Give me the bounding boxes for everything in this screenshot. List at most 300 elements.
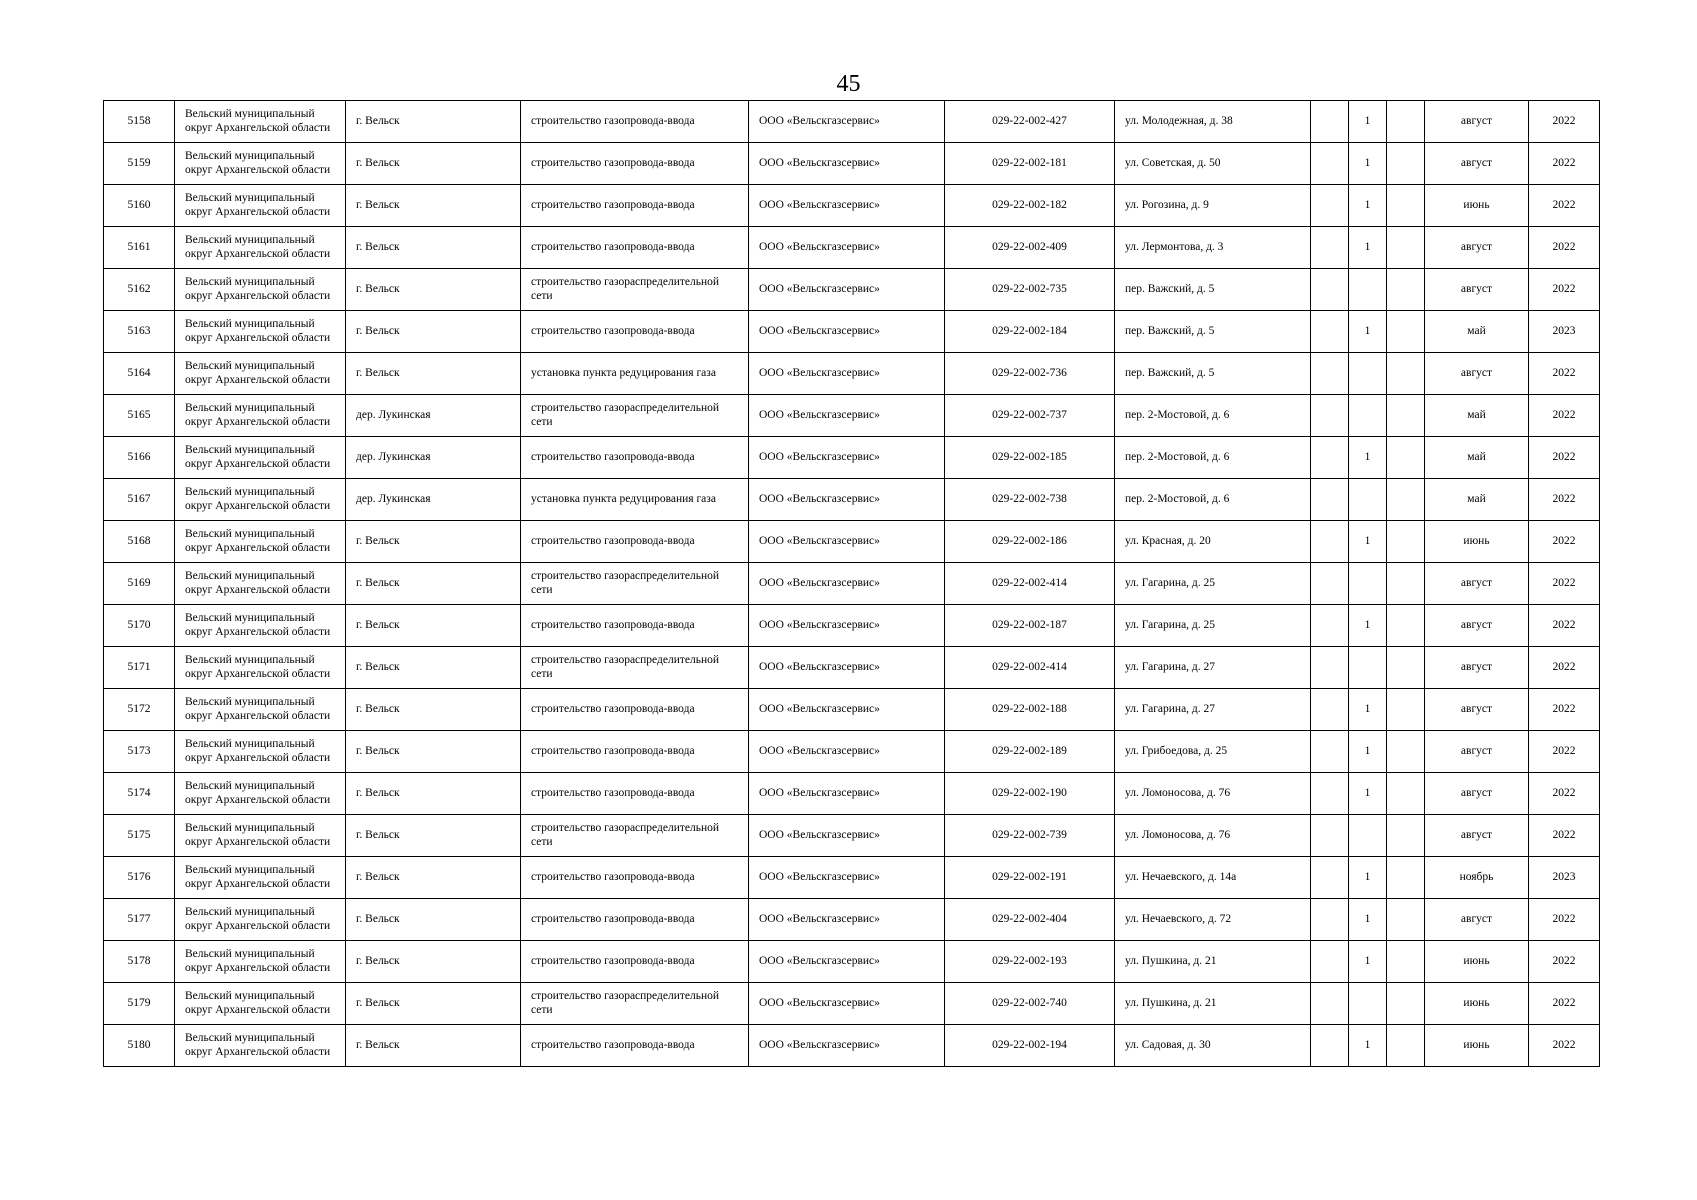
cell-empty — [1311, 185, 1349, 227]
cell-month: июнь — [1425, 1025, 1529, 1067]
cell-settlement: г. Вельск — [346, 353, 521, 395]
cell-object-code: 029-22-002-414 — [945, 563, 1115, 605]
cell-address: ул. Гагарина, д. 27 — [1115, 647, 1311, 689]
table-row — [104, 227, 1600, 269]
cell-organization: ООО «Вельскгазсервис» — [749, 563, 945, 605]
cell-organization: ООО «Вельскгазсервис» — [749, 185, 945, 227]
cell-month: май — [1425, 311, 1529, 353]
cell-year: 2022 — [1529, 185, 1600, 227]
cell-district: Вельский муниципальный округ Архангельской области — [175, 731, 346, 773]
cell-address: ул. Лермонтова, д. 3 — [1115, 227, 1311, 269]
table-row — [104, 647, 1600, 689]
cell-address: пер. Важский, д. 5 — [1115, 353, 1311, 395]
cell-month: май — [1425, 479, 1529, 521]
cell-month: ноябрь — [1425, 857, 1529, 899]
cell-empty — [1311, 647, 1349, 689]
cell-organization: ООО «Вельскгазсервис» — [749, 269, 945, 311]
cell-address: ул. Пушкина, д. 21 — [1115, 941, 1311, 983]
cell-organization: ООО «Вельскгазсервис» — [749, 983, 945, 1025]
cell-address: пер. 2-Мостовой, д. 6 — [1115, 479, 1311, 521]
cell-number: 5164 — [104, 353, 175, 395]
cell-quantity: 1 — [1349, 437, 1387, 479]
cell-quantity: 1 — [1349, 521, 1387, 563]
page-number: 45 — [836, 71, 861, 97]
table-row — [104, 311, 1600, 353]
table-row — [104, 1025, 1600, 1067]
cell-number: 5178 — [104, 941, 175, 983]
cell-work-type: строительство газопровода-ввода — [521, 1025, 749, 1067]
cell-address: ул. Нечаевского, д. 14а — [1115, 857, 1311, 899]
cell-district: Вельский муниципальный округ Архангельской области — [175, 101, 346, 143]
cell-work-type: строительство газопровода-ввода — [521, 605, 749, 647]
cell-work-type: установка пункта редуцирования газа — [521, 353, 749, 395]
cell-object-code: 029-22-002-736 — [945, 353, 1115, 395]
cell-month: июнь — [1425, 983, 1529, 1025]
table-row — [104, 185, 1600, 227]
cell-empty — [1387, 647, 1425, 689]
cell-address: ул. Гагарина, д. 25 — [1115, 605, 1311, 647]
cell-number: 5167 — [104, 479, 175, 521]
cell-quantity: 1 — [1349, 185, 1387, 227]
table-row — [104, 101, 1600, 143]
cell-empty — [1311, 731, 1349, 773]
cell-settlement: г. Вельск — [346, 605, 521, 647]
cell-year: 2022 — [1529, 815, 1600, 857]
cell-year: 2022 — [1529, 521, 1600, 563]
cell-address: ул. Грибоедова, д. 25 — [1115, 731, 1311, 773]
cell-settlement: г. Вельск — [346, 731, 521, 773]
cell-empty — [1311, 143, 1349, 185]
cell-empty — [1387, 731, 1425, 773]
cell-district: Вельский муниципальный округ Архангельской области — [175, 521, 346, 563]
cell-number: 5158 — [104, 101, 175, 143]
cell-month: август — [1425, 227, 1529, 269]
cell-quantity — [1349, 815, 1387, 857]
cell-month: август — [1425, 143, 1529, 185]
cell-organization: ООО «Вельскгазсервис» — [749, 689, 945, 731]
cell-empty — [1387, 227, 1425, 269]
cell-number: 5169 — [104, 563, 175, 605]
cell-quantity: 1 — [1349, 227, 1387, 269]
cell-month: август — [1425, 563, 1529, 605]
cell-organization: ООО «Вельскгазсервис» — [749, 773, 945, 815]
cell-district: Вельский муниципальный округ Архангельской области — [175, 983, 346, 1025]
cell-district: Вельский муниципальный округ Архангельской области — [175, 143, 346, 185]
cell-year: 2022 — [1529, 983, 1600, 1025]
table-row — [104, 773, 1600, 815]
cell-work-type: строительство газораспределительной сети — [521, 983, 749, 1025]
cell-empty — [1387, 521, 1425, 563]
cell-year: 2022 — [1529, 773, 1600, 815]
table-row — [104, 899, 1600, 941]
cell-empty — [1387, 605, 1425, 647]
cell-settlement: дер. Лукинская — [346, 437, 521, 479]
gasification-table — [103, 100, 1600, 1067]
cell-empty — [1387, 311, 1425, 353]
cell-district: Вельский муниципальный округ Архангельской области — [175, 647, 346, 689]
cell-object-code: 029-22-002-190 — [945, 773, 1115, 815]
cell-object-code: 029-22-002-404 — [945, 899, 1115, 941]
cell-year: 2022 — [1529, 647, 1600, 689]
cell-number: 5176 — [104, 857, 175, 899]
cell-number: 5171 — [104, 647, 175, 689]
cell-work-type: строительство газопровода-ввода — [521, 773, 749, 815]
cell-work-type: установка пункта редуцирования газа — [521, 479, 749, 521]
cell-settlement: г. Вельск — [346, 941, 521, 983]
cell-empty — [1311, 437, 1349, 479]
cell-work-type: строительство газопровода-ввода — [521, 731, 749, 773]
cell-year: 2022 — [1529, 899, 1600, 941]
cell-organization: ООО «Вельскгазсервис» — [749, 143, 945, 185]
cell-empty — [1387, 269, 1425, 311]
cell-settlement: г. Вельск — [346, 101, 521, 143]
cell-district: Вельский муниципальный округ Архангельской области — [175, 563, 346, 605]
cell-year: 2022 — [1529, 101, 1600, 143]
cell-quantity: 1 — [1349, 101, 1387, 143]
cell-settlement: г. Вельск — [346, 227, 521, 269]
cell-object-code: 029-22-002-738 — [945, 479, 1115, 521]
cell-district: Вельский муниципальный округ Архангельской области — [175, 479, 346, 521]
cell-quantity — [1349, 479, 1387, 521]
cell-number: 5160 — [104, 185, 175, 227]
cell-settlement: г. Вельск — [346, 647, 521, 689]
table-row — [104, 521, 1600, 563]
cell-object-code: 029-22-002-409 — [945, 227, 1115, 269]
cell-month: август — [1425, 353, 1529, 395]
cell-quantity: 1 — [1349, 1025, 1387, 1067]
cell-address: ул. Гагарина, д. 27 — [1115, 689, 1311, 731]
cell-work-type: строительство газопровода-ввода — [521, 101, 749, 143]
cell-quantity: 1 — [1349, 941, 1387, 983]
table-row — [104, 941, 1600, 983]
cell-empty — [1387, 437, 1425, 479]
cell-number: 5166 — [104, 437, 175, 479]
cell-empty — [1387, 101, 1425, 143]
cell-object-code: 029-22-002-189 — [945, 731, 1115, 773]
cell-quantity — [1349, 983, 1387, 1025]
cell-object-code: 029-22-002-740 — [945, 983, 1115, 1025]
cell-object-code: 029-22-002-737 — [945, 395, 1115, 437]
cell-organization: ООО «Вельскгазсервис» — [749, 311, 945, 353]
cell-address: пер. 2-Мостовой, д. 6 — [1115, 437, 1311, 479]
cell-quantity: 1 — [1349, 857, 1387, 899]
cell-number: 5175 — [104, 815, 175, 857]
cell-address: пер. 2-Мостовой, д. 6 — [1115, 395, 1311, 437]
cell-object-code: 029-22-002-188 — [945, 689, 1115, 731]
cell-district: Вельский муниципальный округ Архангельской области — [175, 773, 346, 815]
cell-address: ул. Садовая, д. 30 — [1115, 1025, 1311, 1067]
cell-month: май — [1425, 437, 1529, 479]
cell-work-type: строительство газопровода-ввода — [521, 227, 749, 269]
cell-organization: ООО «Вельскгазсервис» — [749, 1025, 945, 1067]
cell-empty — [1387, 563, 1425, 605]
cell-quantity — [1349, 353, 1387, 395]
cell-organization: ООО «Вельскгазсервис» — [749, 101, 945, 143]
cell-settlement: г. Вельск — [346, 689, 521, 731]
cell-year: 2023 — [1529, 311, 1600, 353]
cell-month: июнь — [1425, 521, 1529, 563]
cell-number: 5159 — [104, 143, 175, 185]
cell-empty — [1387, 143, 1425, 185]
cell-year: 2022 — [1529, 479, 1600, 521]
table-body — [104, 101, 1600, 1067]
cell-settlement: г. Вельск — [346, 983, 521, 1025]
cell-empty — [1387, 815, 1425, 857]
cell-district: Вельский муниципальный округ Архангельской области — [175, 227, 346, 269]
cell-quantity — [1349, 563, 1387, 605]
cell-object-code: 029-22-002-739 — [945, 815, 1115, 857]
cell-work-type: строительство газораспределительной сети — [521, 269, 749, 311]
cell-district: Вельский муниципальный округ Архангельской области — [175, 815, 346, 857]
cell-empty — [1387, 395, 1425, 437]
cell-quantity — [1349, 395, 1387, 437]
cell-work-type: строительство газопровода-ввода — [521, 143, 749, 185]
cell-organization: ООО «Вельскгазсервис» — [749, 857, 945, 899]
cell-empty — [1311, 815, 1349, 857]
cell-empty — [1311, 1025, 1349, 1067]
cell-empty — [1311, 101, 1349, 143]
cell-year: 2022 — [1529, 437, 1600, 479]
cell-settlement: г. Вельск — [346, 521, 521, 563]
cell-empty — [1387, 689, 1425, 731]
cell-district: Вельский муниципальный округ Архангельской области — [175, 605, 346, 647]
cell-month: август — [1425, 899, 1529, 941]
cell-settlement: г. Вельск — [346, 269, 521, 311]
cell-object-code: 029-22-002-181 — [945, 143, 1115, 185]
cell-year: 2022 — [1529, 227, 1600, 269]
cell-district: Вельский муниципальный округ Архангельской области — [175, 1025, 346, 1067]
cell-settlement: г. Вельск — [346, 899, 521, 941]
cell-year: 2022 — [1529, 689, 1600, 731]
cell-organization: ООО «Вельскгазсервис» — [749, 899, 945, 941]
cell-empty — [1311, 857, 1349, 899]
cell-number: 5179 — [104, 983, 175, 1025]
cell-settlement: г. Вельск — [346, 815, 521, 857]
cell-empty — [1387, 983, 1425, 1025]
cell-month: август — [1425, 731, 1529, 773]
cell-organization: ООО «Вельскгазсервис» — [749, 941, 945, 983]
cell-settlement: г. Вельск — [346, 185, 521, 227]
cell-address: ул. Советская, д. 50 — [1115, 143, 1311, 185]
cell-number: 5161 — [104, 227, 175, 269]
cell-object-code: 029-22-002-427 — [945, 101, 1115, 143]
cell-empty — [1311, 773, 1349, 815]
table-row — [104, 479, 1600, 521]
cell-work-type: строительство газораспределительной сети — [521, 815, 749, 857]
cell-district: Вельский муниципальный округ Архангельской области — [175, 395, 346, 437]
cell-quantity: 1 — [1349, 143, 1387, 185]
cell-empty — [1311, 395, 1349, 437]
cell-object-code: 029-22-002-414 — [945, 647, 1115, 689]
cell-organization: ООО «Вельскгазсервис» — [749, 647, 945, 689]
cell-empty — [1311, 521, 1349, 563]
cell-month: август — [1425, 647, 1529, 689]
table-row — [104, 857, 1600, 899]
cell-organization: ООО «Вельскгазсервис» — [749, 731, 945, 773]
cell-empty — [1387, 353, 1425, 395]
cell-empty — [1311, 227, 1349, 269]
cell-object-code: 029-22-002-193 — [945, 941, 1115, 983]
cell-object-code: 029-22-002-182 — [945, 185, 1115, 227]
cell-address: ул. Красная, д. 20 — [1115, 521, 1311, 563]
cell-quantity: 1 — [1349, 311, 1387, 353]
cell-work-type: строительство газораспределительной сети — [521, 395, 749, 437]
cell-quantity — [1349, 647, 1387, 689]
cell-district: Вельский муниципальный округ Архангельской области — [175, 311, 346, 353]
cell-district: Вельский муниципальный округ Архангельской области — [175, 185, 346, 227]
cell-organization: ООО «Вельскгазсервис» — [749, 437, 945, 479]
cell-district: Вельский муниципальный округ Архангельской области — [175, 353, 346, 395]
cell-quantity: 1 — [1349, 605, 1387, 647]
cell-district: Вельский муниципальный округ Архангельской области — [175, 689, 346, 731]
cell-month: август — [1425, 605, 1529, 647]
cell-year: 2022 — [1529, 143, 1600, 185]
cell-number: 5165 — [104, 395, 175, 437]
cell-month: июнь — [1425, 185, 1529, 227]
cell-address: ул. Ломоносова, д. 76 — [1115, 815, 1311, 857]
cell-district: Вельский муниципальный округ Архангельской области — [175, 899, 346, 941]
table-row — [104, 731, 1600, 773]
cell-settlement: г. Вельск — [346, 311, 521, 353]
cell-number: 5162 — [104, 269, 175, 311]
cell-work-type: строительство газопровода-ввода — [521, 437, 749, 479]
cell-empty — [1387, 899, 1425, 941]
cell-object-code: 029-22-002-191 — [945, 857, 1115, 899]
table-row — [104, 689, 1600, 731]
cell-empty — [1311, 563, 1349, 605]
cell-address: пер. Важский, д. 5 — [1115, 269, 1311, 311]
cell-quantity: 1 — [1349, 899, 1387, 941]
cell-month: август — [1425, 773, 1529, 815]
cell-object-code: 029-22-002-187 — [945, 605, 1115, 647]
cell-year: 2022 — [1529, 563, 1600, 605]
cell-empty — [1311, 311, 1349, 353]
cell-object-code: 029-22-002-194 — [945, 1025, 1115, 1067]
cell-organization: ООО «Вельскгазсервис» — [749, 227, 945, 269]
cell-year: 2022 — [1529, 731, 1600, 773]
cell-address: ул. Ломоносова, д. 76 — [1115, 773, 1311, 815]
cell-month: август — [1425, 269, 1529, 311]
cell-empty — [1311, 479, 1349, 521]
cell-empty — [1311, 941, 1349, 983]
cell-work-type: строительство газопровода-ввода — [521, 689, 749, 731]
cell-quantity: 1 — [1349, 773, 1387, 815]
table-row — [104, 437, 1600, 479]
cell-month: август — [1425, 101, 1529, 143]
cell-number: 5173 — [104, 731, 175, 773]
cell-settlement: дер. Лукинская — [346, 479, 521, 521]
cell-address: ул. Пушкина, д. 21 — [1115, 983, 1311, 1025]
cell-settlement: г. Вельск — [346, 773, 521, 815]
cell-address: ул. Рогозина, д. 9 — [1115, 185, 1311, 227]
cell-number: 5180 — [104, 1025, 175, 1067]
cell-address: ул. Нечаевского, д. 72 — [1115, 899, 1311, 941]
cell-empty — [1387, 1025, 1425, 1067]
cell-settlement: г. Вельск — [346, 1025, 521, 1067]
table-row — [104, 395, 1600, 437]
table-row — [104, 983, 1600, 1025]
cell-empty — [1387, 773, 1425, 815]
cell-district: Вельский муниципальный округ Архангельской области — [175, 941, 346, 983]
table-row — [104, 605, 1600, 647]
cell-object-code: 029-22-002-186 — [945, 521, 1115, 563]
cell-empty — [1311, 983, 1349, 1025]
cell-work-type: строительство газораспределительной сети — [521, 563, 749, 605]
cell-empty — [1387, 479, 1425, 521]
cell-year: 2022 — [1529, 269, 1600, 311]
cell-settlement: г. Вельск — [346, 563, 521, 605]
cell-empty — [1387, 941, 1425, 983]
cell-empty — [1311, 269, 1349, 311]
cell-empty — [1311, 689, 1349, 731]
cell-year: 2022 — [1529, 353, 1600, 395]
cell-quantity: 1 — [1349, 731, 1387, 773]
table-row — [104, 353, 1600, 395]
cell-year: 2022 — [1529, 395, 1600, 437]
cell-work-type: строительство газопровода-ввода — [521, 185, 749, 227]
cell-organization: ООО «Вельскгазсервис» — [749, 479, 945, 521]
cell-year: 2023 — [1529, 857, 1600, 899]
cell-organization: ООО «Вельскгазсервис» — [749, 605, 945, 647]
cell-district: Вельский муниципальный округ Архангельской области — [175, 857, 346, 899]
cell-month: август — [1425, 815, 1529, 857]
cell-settlement: г. Вельск — [346, 857, 521, 899]
cell-quantity — [1349, 269, 1387, 311]
cell-object-code: 029-22-002-184 — [945, 311, 1115, 353]
cell-work-type: строительство газопровода-ввода — [521, 857, 749, 899]
cell-address: ул. Гагарина, д. 25 — [1115, 563, 1311, 605]
cell-year: 2022 — [1529, 941, 1600, 983]
table-row — [104, 815, 1600, 857]
cell-address: ул. Молодежная, д. 38 — [1115, 101, 1311, 143]
cell-organization: ООО «Вельскгазсервис» — [749, 353, 945, 395]
table-row — [104, 269, 1600, 311]
cell-month: август — [1425, 689, 1529, 731]
cell-address: пер. Важский, д. 5 — [1115, 311, 1311, 353]
cell-work-type: строительство газопровода-ввода — [521, 311, 749, 353]
cell-number: 5174 — [104, 773, 175, 815]
cell-number: 5172 — [104, 689, 175, 731]
cell-work-type: строительство газопровода-ввода — [521, 899, 749, 941]
cell-month: май — [1425, 395, 1529, 437]
cell-object-code: 029-22-002-735 — [945, 269, 1115, 311]
table-row — [104, 143, 1600, 185]
cell-work-type: строительство газопровода-ввода — [521, 521, 749, 563]
cell-empty — [1311, 605, 1349, 647]
cell-empty — [1387, 185, 1425, 227]
cell-district: Вельский муниципальный округ Архангельской области — [175, 437, 346, 479]
cell-empty — [1311, 353, 1349, 395]
cell-work-type: строительство газопровода-ввода — [521, 941, 749, 983]
cell-year: 2022 — [1529, 1025, 1600, 1067]
table-row — [104, 563, 1600, 605]
cell-number: 5168 — [104, 521, 175, 563]
cell-settlement: дер. Лукинская — [346, 395, 521, 437]
cell-empty — [1387, 857, 1425, 899]
cell-organization: ООО «Вельскгазсервис» — [749, 815, 945, 857]
cell-number: 5170 — [104, 605, 175, 647]
cell-quantity: 1 — [1349, 689, 1387, 731]
cell-organization: ООО «Вельскгазсервис» — [749, 395, 945, 437]
cell-year: 2022 — [1529, 605, 1600, 647]
cell-organization: ООО «Вельскгазсервис» — [749, 521, 945, 563]
cell-work-type: строительство газораспределительной сети — [521, 647, 749, 689]
cell-district: Вельский муниципальный округ Архангельской области — [175, 269, 346, 311]
cell-number: 5177 — [104, 899, 175, 941]
cell-object-code: 029-22-002-185 — [945, 437, 1115, 479]
cell-settlement: г. Вельск — [346, 143, 521, 185]
cell-month: июнь — [1425, 941, 1529, 983]
